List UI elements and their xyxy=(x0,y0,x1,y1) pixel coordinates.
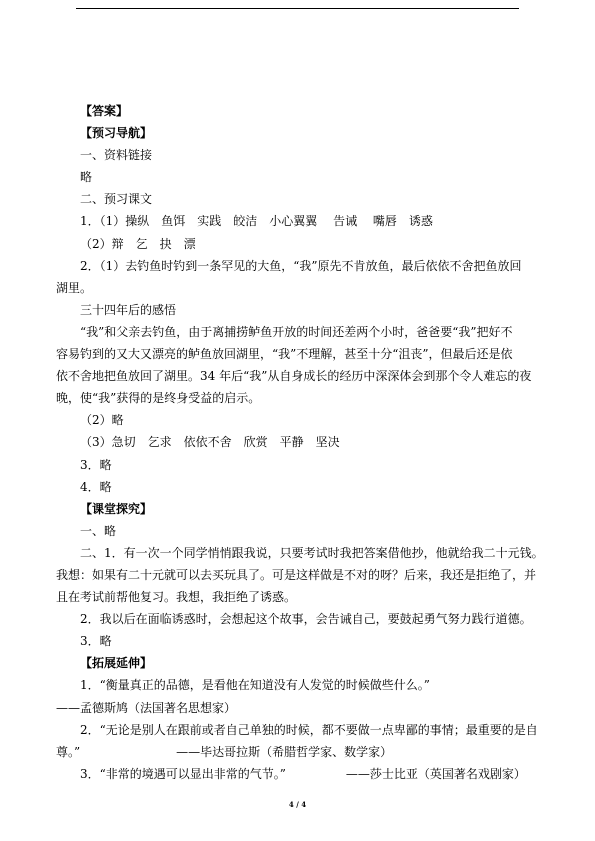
text-line: 湖里。 xyxy=(56,280,93,295)
heading-class-inquiry: 【课堂探究】 xyxy=(80,501,153,516)
text-line: 3．略 xyxy=(80,634,112,649)
page-number: 4 / 4 xyxy=(288,800,307,809)
header-rule xyxy=(76,8,519,9)
quote-line: 3．“非常的境遇可以显出非常的气节。” ——莎士比亚（英国著名戏剧家） xyxy=(80,766,526,781)
text-line: 4．略 xyxy=(80,479,112,494)
text-line: 依不舍地把鱼放回了湖里。34 年后“我”从自身成长的经历中深深体会到那个令人难忘的夜 xyxy=(56,369,532,384)
text-line: “我”和父亲去钓鱼，由于离捕捞鲈鱼开放的时间还差两个小时，爸爸要“我”把好不 xyxy=(80,324,513,339)
text-line: （2）辩 乞 抉 漂 xyxy=(80,236,196,251)
answer-document xyxy=(56,100,544,785)
quote-line: 尊。” ——毕达哥拉斯（希腊哲学家、数学家） xyxy=(56,744,393,759)
text-line: （2）略 xyxy=(80,413,124,428)
heading-extension: 【拓展延伸】 xyxy=(80,656,153,671)
heading-answer: 【答案】 xyxy=(80,104,129,118)
text-line: 1．（1）操纵 鱼饵 实践 皎洁 小心翼翼 告诫 嘴唇 诱惑 xyxy=(80,214,433,229)
text-line: 一、资料链接 xyxy=(80,148,153,163)
text-line: 晚，使“我”获得的是终身受益的启示。 xyxy=(56,391,261,406)
text-line: 二、预习课文 xyxy=(80,192,153,207)
quote-line: 2．“无论是别人在跟前或者自己单独的时候，都不要做一点卑鄙的事情；最重要的是自 xyxy=(80,722,538,737)
text-line: 三十四年后的感悟 xyxy=(80,302,177,317)
quote-attribution: ——孟德斯鸠（法国著名思想家） xyxy=(56,700,237,715)
text-line: 容易钓到的又大又漂亮的鲈鱼放回湖里，“我”不理解，甚至十分“沮丧”，但最后还是依 xyxy=(56,347,513,362)
quote-line: 1．“衡量真正的品德，是看他在知道没有人发觉的时候做些什么。” xyxy=(80,678,430,693)
text-line: 2．我以后在面临诱惑时，会想起这个故事，会告诫自己，要鼓起勇气努力践行道德。 xyxy=(80,612,532,627)
text-line: 一、略 xyxy=(80,523,117,538)
text-line: 2．（1）去钓鱼时钓到一条罕见的大鱼，“我”原先不肯放鱼，最后依依不舍把鱼放回 xyxy=(80,258,522,273)
text-line: 3．略 xyxy=(80,457,112,472)
text-line: 略 xyxy=(80,170,93,185)
heading-preview-guide: 【预习导航】 xyxy=(80,126,153,141)
text-line: （3）急切 乞求 依依不舍 欣赏 平静 坚决 xyxy=(80,435,340,450)
text-line: 我想：如果有二十元就可以去买玩具了。可是这样做是不对的呀？后来，我还是拒绝了，并 xyxy=(56,567,537,582)
text-line: 且在考试前帮他复习。我想，我拒绝了诱惑。 xyxy=(56,590,297,605)
text-line: 二、1．有一次一个同学悄悄跟我说，只要考试时我把答案借他抄，他就给我二十元钱。 xyxy=(80,545,544,560)
